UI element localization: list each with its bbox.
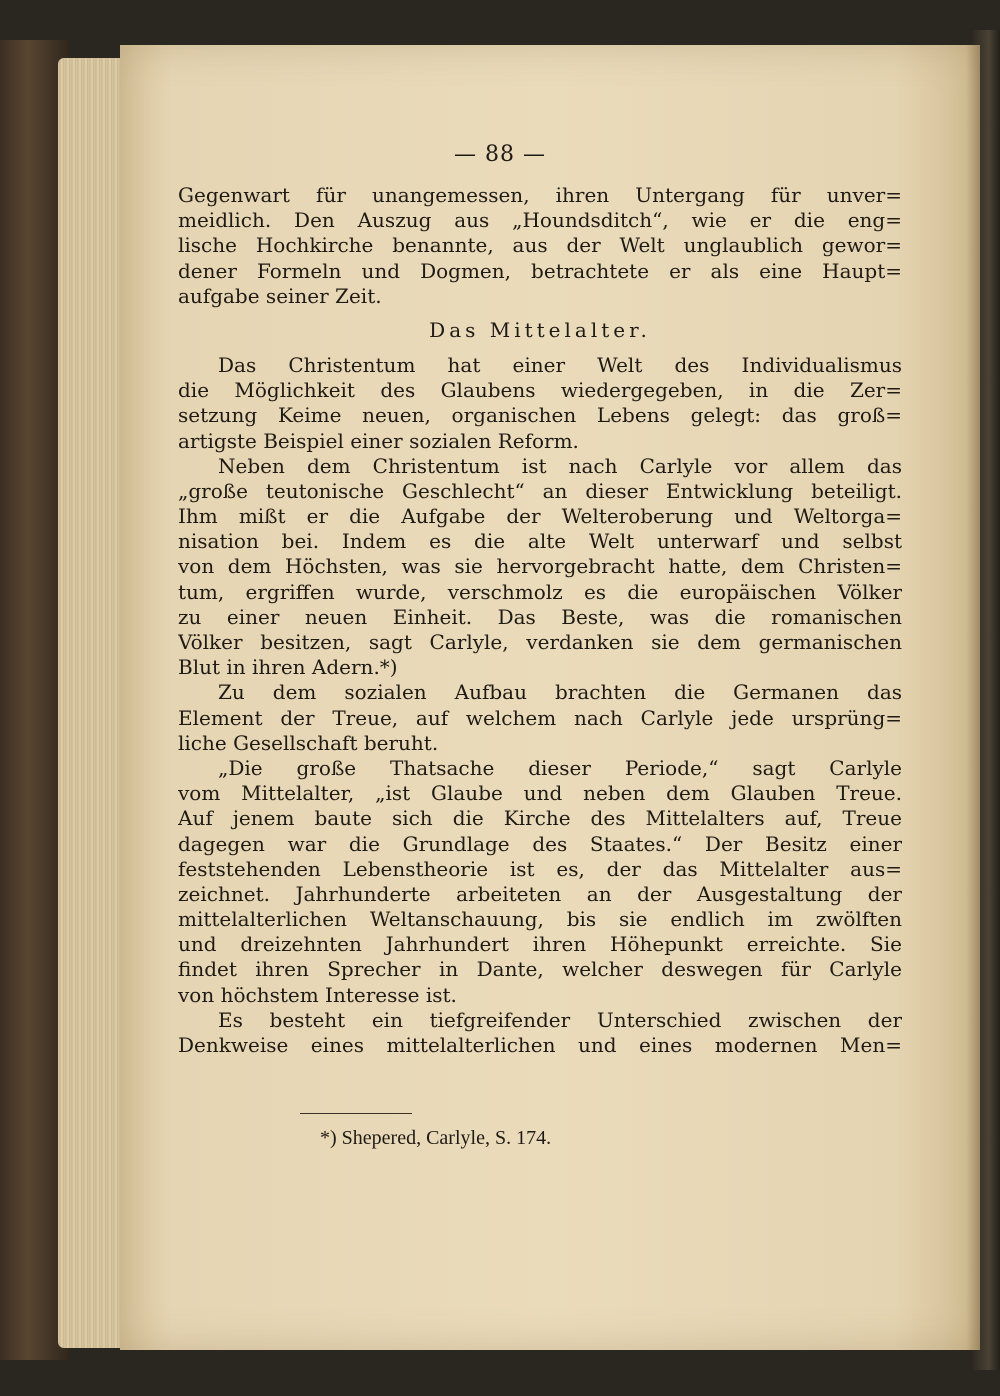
text-line: Element der Treue, auf welchem nach Carlyle jede ursprüng=	[178, 705, 902, 730]
text-line: zu einer neuen Einheit. Das Beste, was die romanischen	[178, 604, 902, 629]
text-line: zeichnet. Jahrhunderte arbeiteten an der Ausgestaltung der	[178, 881, 902, 906]
text-line: Das Christentum hat einer Welt des Individualismus	[218, 352, 902, 377]
text-line: Ihm mißt er die Aufgabe der Welteroberung und Weltorga=	[178, 504, 902, 529]
text-line: Es besteht ein tiefgreifender Unterschied zwischen der	[218, 1007, 902, 1032]
text-line: Völker besitzen, sagt Carlyle, verdanken sie dem germanischen	[178, 630, 902, 654]
text-line: mittelalterlichen Weltanschauung, bis sie endlich im zwölften	[178, 907, 902, 932]
text-line: meidlich. Den Auszug aus „Houndsditch“, wie er die eng=	[178, 208, 902, 233]
text-line: die Möglichkeit des Glaubens wiedergegeben, in die Zer=	[178, 378, 902, 403]
page-text	[178, 183, 902, 1058]
text-line: tum, ergriffen wurde, verschmolz es die europäischen Völker	[178, 579, 902, 604]
text-line: Neben dem Christentum ist nach Carlyle vor allem das	[218, 453, 902, 478]
text-line: aufgabe seiner Zeit.	[178, 283, 382, 308]
text-line: feststehenden Lebenstheorie ist es, der das Mittelalter aus=	[178, 856, 902, 881]
paragraph	[178, 1008, 902, 1058]
text-line: „Die große Thatsache dieser Periode,“ sagt Carlyle	[218, 755, 902, 780]
text-line: von höchstem Interesse ist.	[178, 982, 457, 1007]
text-line: dagegen war die Grundlage des Staates.“ Der Besitz einer	[178, 831, 902, 856]
opening-paragraph	[178, 183, 902, 309]
text-line: liche Gesellschaft beruht.	[178, 730, 439, 755]
text-line: artigste Beispiel einer sozialen Reform.	[178, 428, 579, 453]
text-line: Blut in ihren Adern.*)	[178, 655, 398, 680]
page-number: — 88 —	[454, 142, 546, 167]
page-gutter	[966, 45, 980, 1350]
paragraph	[178, 680, 902, 756]
footnote: *) Shepered, Carlyle, S. 174.	[320, 1127, 552, 1149]
text-line: nisation bei. Indem es die alte Welt unterwarf und selbst	[178, 529, 902, 554]
text-line: Denkweise eines mittelalterlichen und eines modernen Men=	[178, 1033, 902, 1057]
text-line: lische Hochkirche benannte, aus der Welt unglaublich gewor=	[178, 233, 902, 258]
text-line: setzung Keime neuen, organischen Lebens gelegt: das groß=	[178, 403, 902, 428]
text-line: von dem Höchsten, was sie hervorgebracht hatte, dem Christen=	[178, 554, 902, 579]
paragraph	[178, 454, 902, 681]
text-line: findet ihren Sprecher in Dante, welcher deswegen für Carlyle	[178, 957, 902, 982]
paragraph	[178, 353, 902, 454]
section-heading: Das Mittelalter.	[429, 317, 651, 342]
text-line: vom Mittelalter, „ist Glaube und neben dem Glauben Treue.	[178, 781, 902, 806]
text-line: dener Formeln und Dogmen, betrachtete er als eine Haupt=	[178, 258, 902, 283]
text-line: „große teutonische Geschlecht“ an dieser Entwicklung beteiligt.	[178, 478, 902, 503]
footnote-rule	[300, 1113, 412, 1114]
text-line: Auf jenem baute sich die Kirche des Mittelalters auf, Treue	[178, 806, 902, 831]
text-line: und dreizehnten Jahrhundert ihren Höhepunkt erreichte. Sie	[178, 932, 902, 957]
paragraph	[178, 756, 902, 1008]
text-line: Gegenwart für unangemessen, ihren Untergang für unver=	[178, 183, 902, 207]
text-line: Zu dem sozialen Aufbau brachten die Germanen das	[218, 680, 902, 705]
